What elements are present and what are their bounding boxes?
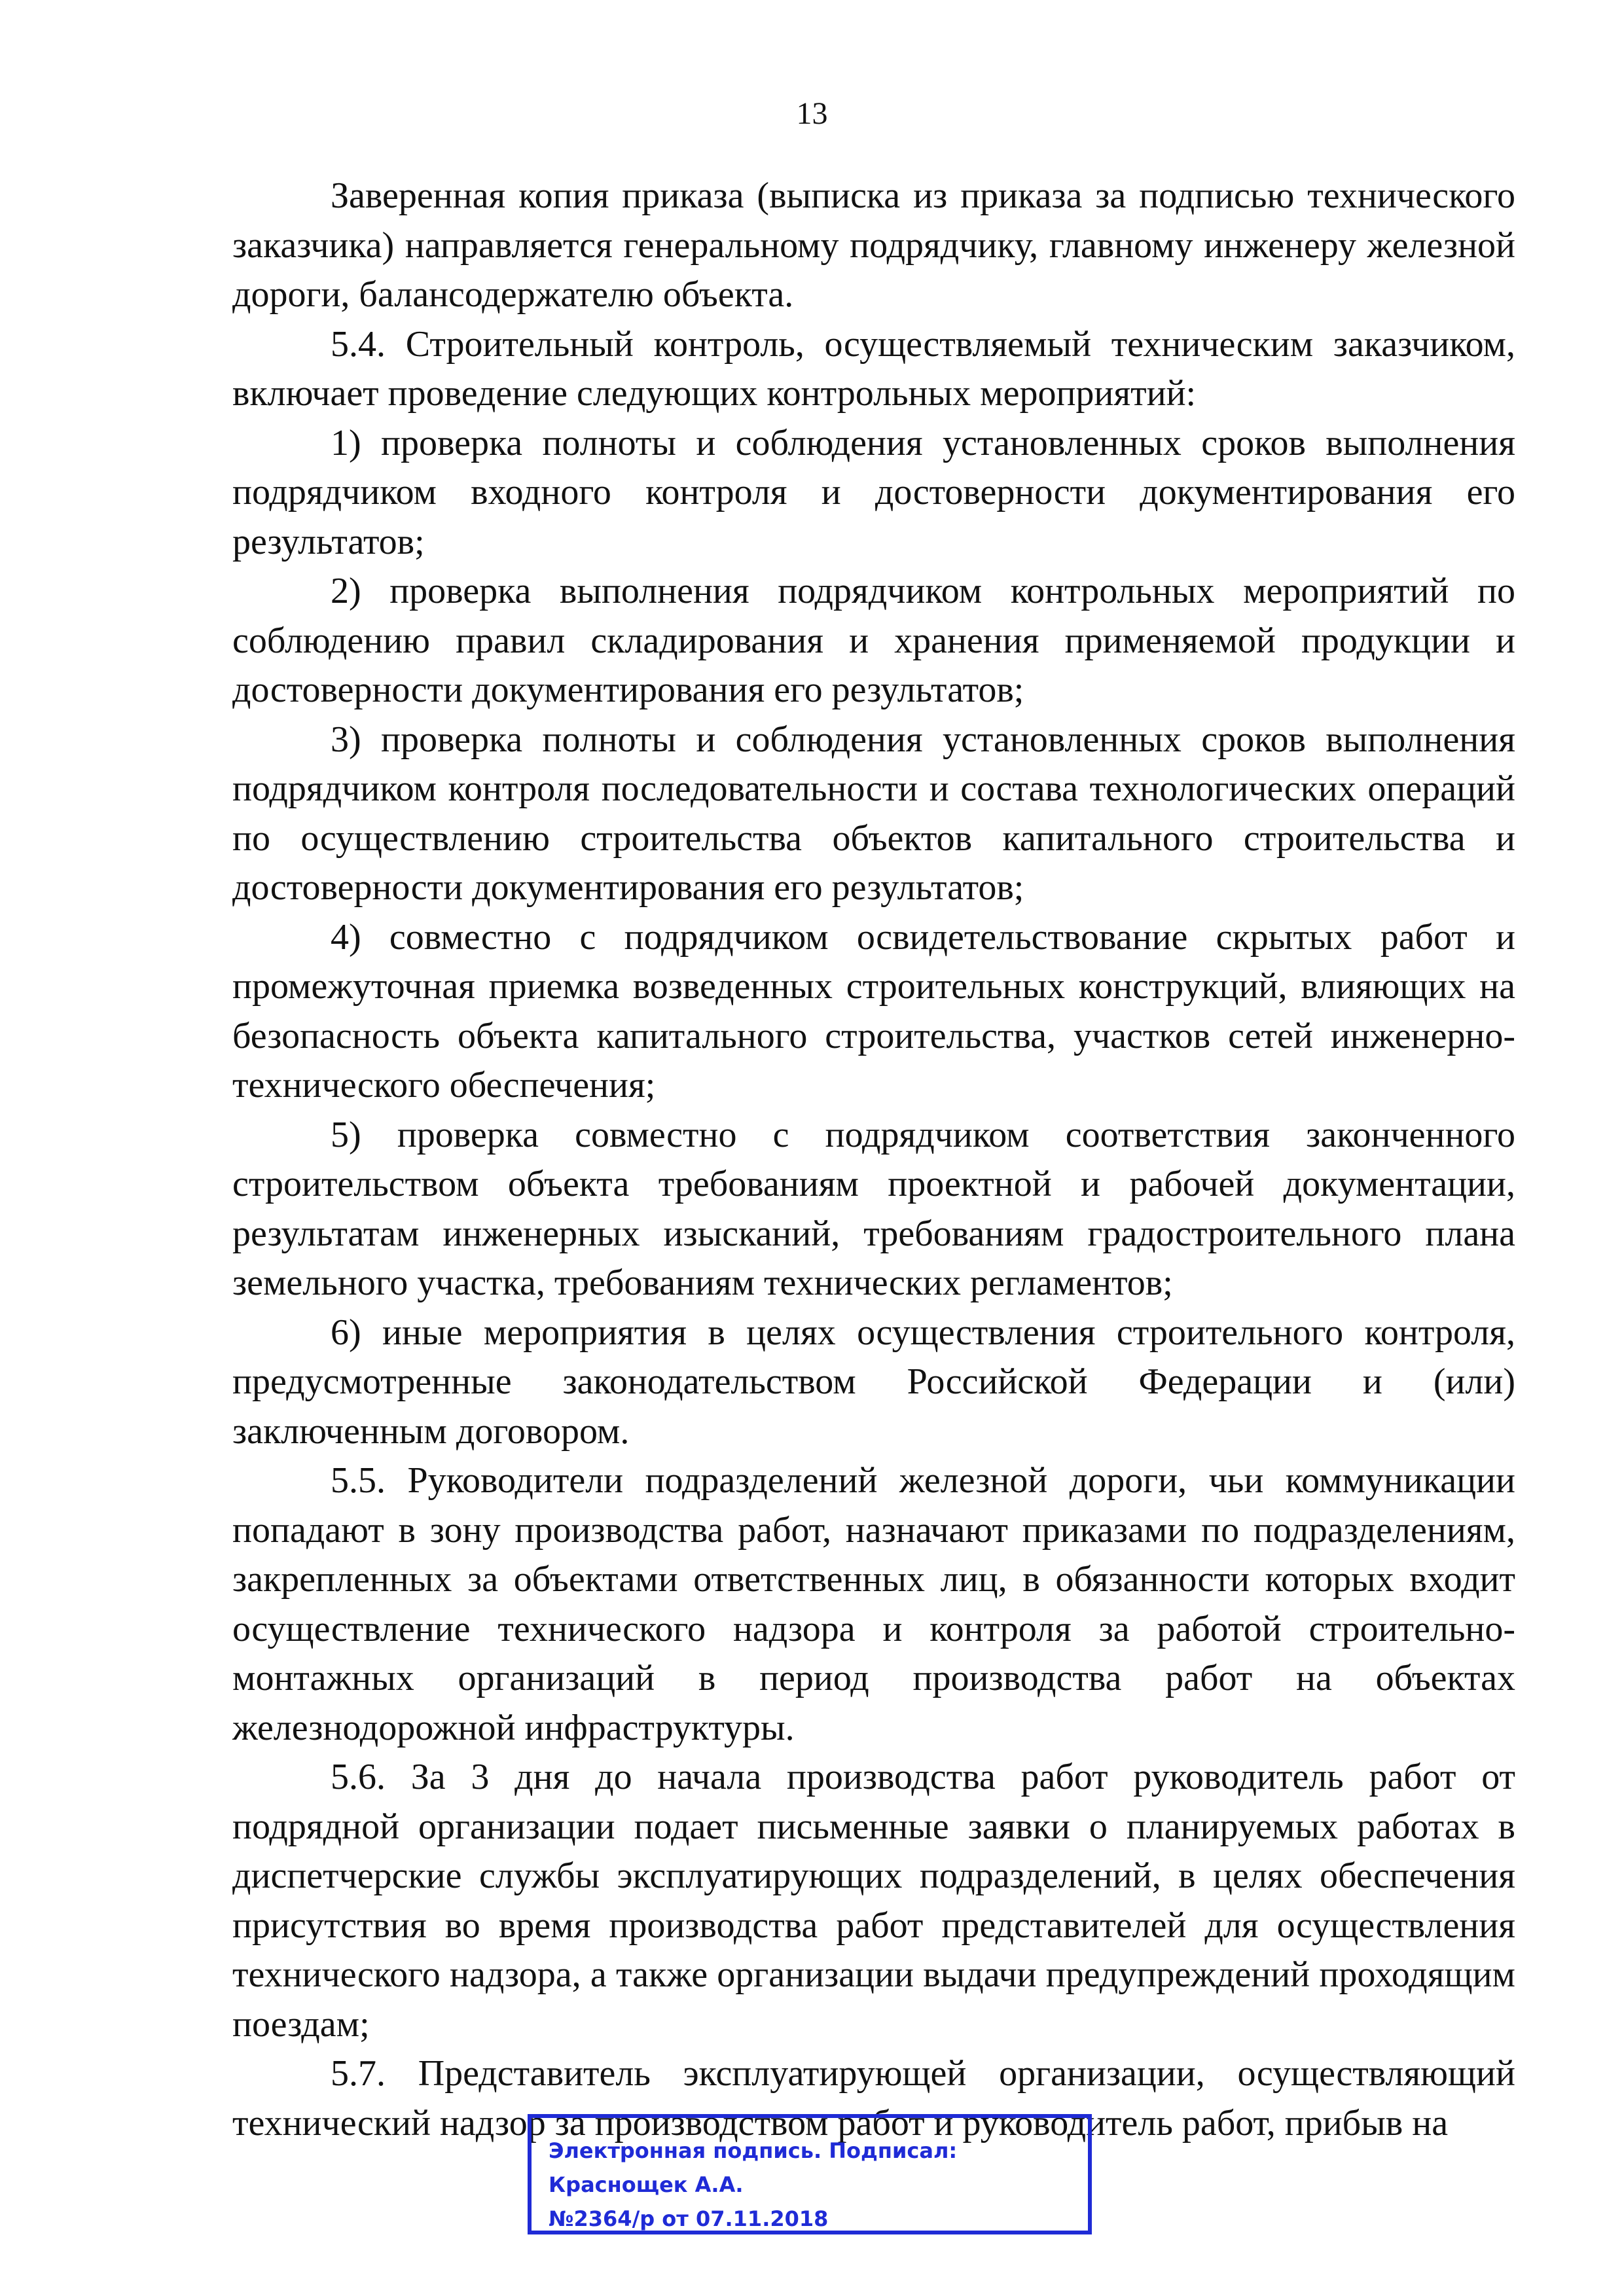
electronic-signature-stamp [528, 2114, 1092, 2234]
stamp-order-line: №2364/р от 07.11.2018 [549, 2206, 829, 2231]
stamp-signer-line: Электронная подпись. Подписал: Краснощек А.А. [549, 2138, 958, 2197]
page-number: 13 [796, 96, 828, 131]
paragraph-5-6: 5.6. За 3 дня до начала производства работ руководитель работ от подрядной организации подает письменные заявки о планируемых работах в диспетчерские службы эксплуатирующих подразделений, в целях обеспечения присутствия во время производства работ представителей для осуществления технического надзора, а также организации выдачи предупреждений проходящим поездам; [232, 1757, 1515, 2045]
document-body [232, 171, 1515, 2148]
list-item-5: 5) проверка совместно с подрядчиком соответствия законченного строительством объекта требованиям проектной и рабочей документации, результатам инженерных изысканий, требованиям градостроительного плана земельного участка, требованиям технических регламентов; [232, 1114, 1515, 1303]
paragraph-5-5: 5.5. Руководители подразделений железной дороги, чьи коммуникации попадают в зону производства работ, назначают приказами по подразделениям, закрепленных за объектами ответственных лиц, в обязанности которых входит осуществление технического надзора и контроля за работой строительно-монтажных организаций в период производства работ на объектах железнодорожной инфраструктуры. [232, 1460, 1515, 1748]
list-item-1: 1) проверка полноты и соблюдения установленных сроков выполнения подрядчиком входного контроля и достоверности документирования его результатов; [232, 422, 1515, 562]
paragraph-5-4: 5.4. Строительный контроль, осуществляемый техническим заказчиком, включает проведение следующих контрольных мероприятий: [232, 323, 1515, 414]
list-item-4: 4) совместно с подрядчиком освидетельствование скрытых работ и промежуточная приемка возведенных строительных конструкций, влияющих на безопасность объекта капитального строительства, участков сетей инженерно-технического обеспечения; [232, 916, 1515, 1105]
list-item-2: 2) проверка выполнения подрядчиком контрольных мероприятий по соблюдению правил складирования и хранения применяемой продукции и достоверности документирования его результатов; [232, 571, 1515, 710]
list-item-3: 3) проверка полноты и соблюдения установленных сроков выполнения подрядчиком контроля последовательности и состава технологических операций по осуществлению строительства объектов капитального строительства и достоверности документирования его результатов; [232, 719, 1515, 908]
list-item-6: 6) иные мероприятия в целях осуществления строительного контроля, предусмотренные законодательством Российской Федерации и (или) заключенным договором. [232, 1312, 1515, 1452]
paragraph-5-7: 5.7. Представитель эксплуатирующей организации, осуществляющий технический надзор за производством работ и руководитель работ, прибыв на [232, 2053, 1515, 2144]
paragraph-certified-copy: Заверенная копия приказа (выписка из приказа за подписью технического заказчика) направляется генеральному подрядчику, главному инженеру железной дороги, балансодержателю объекта. [232, 175, 1515, 315]
